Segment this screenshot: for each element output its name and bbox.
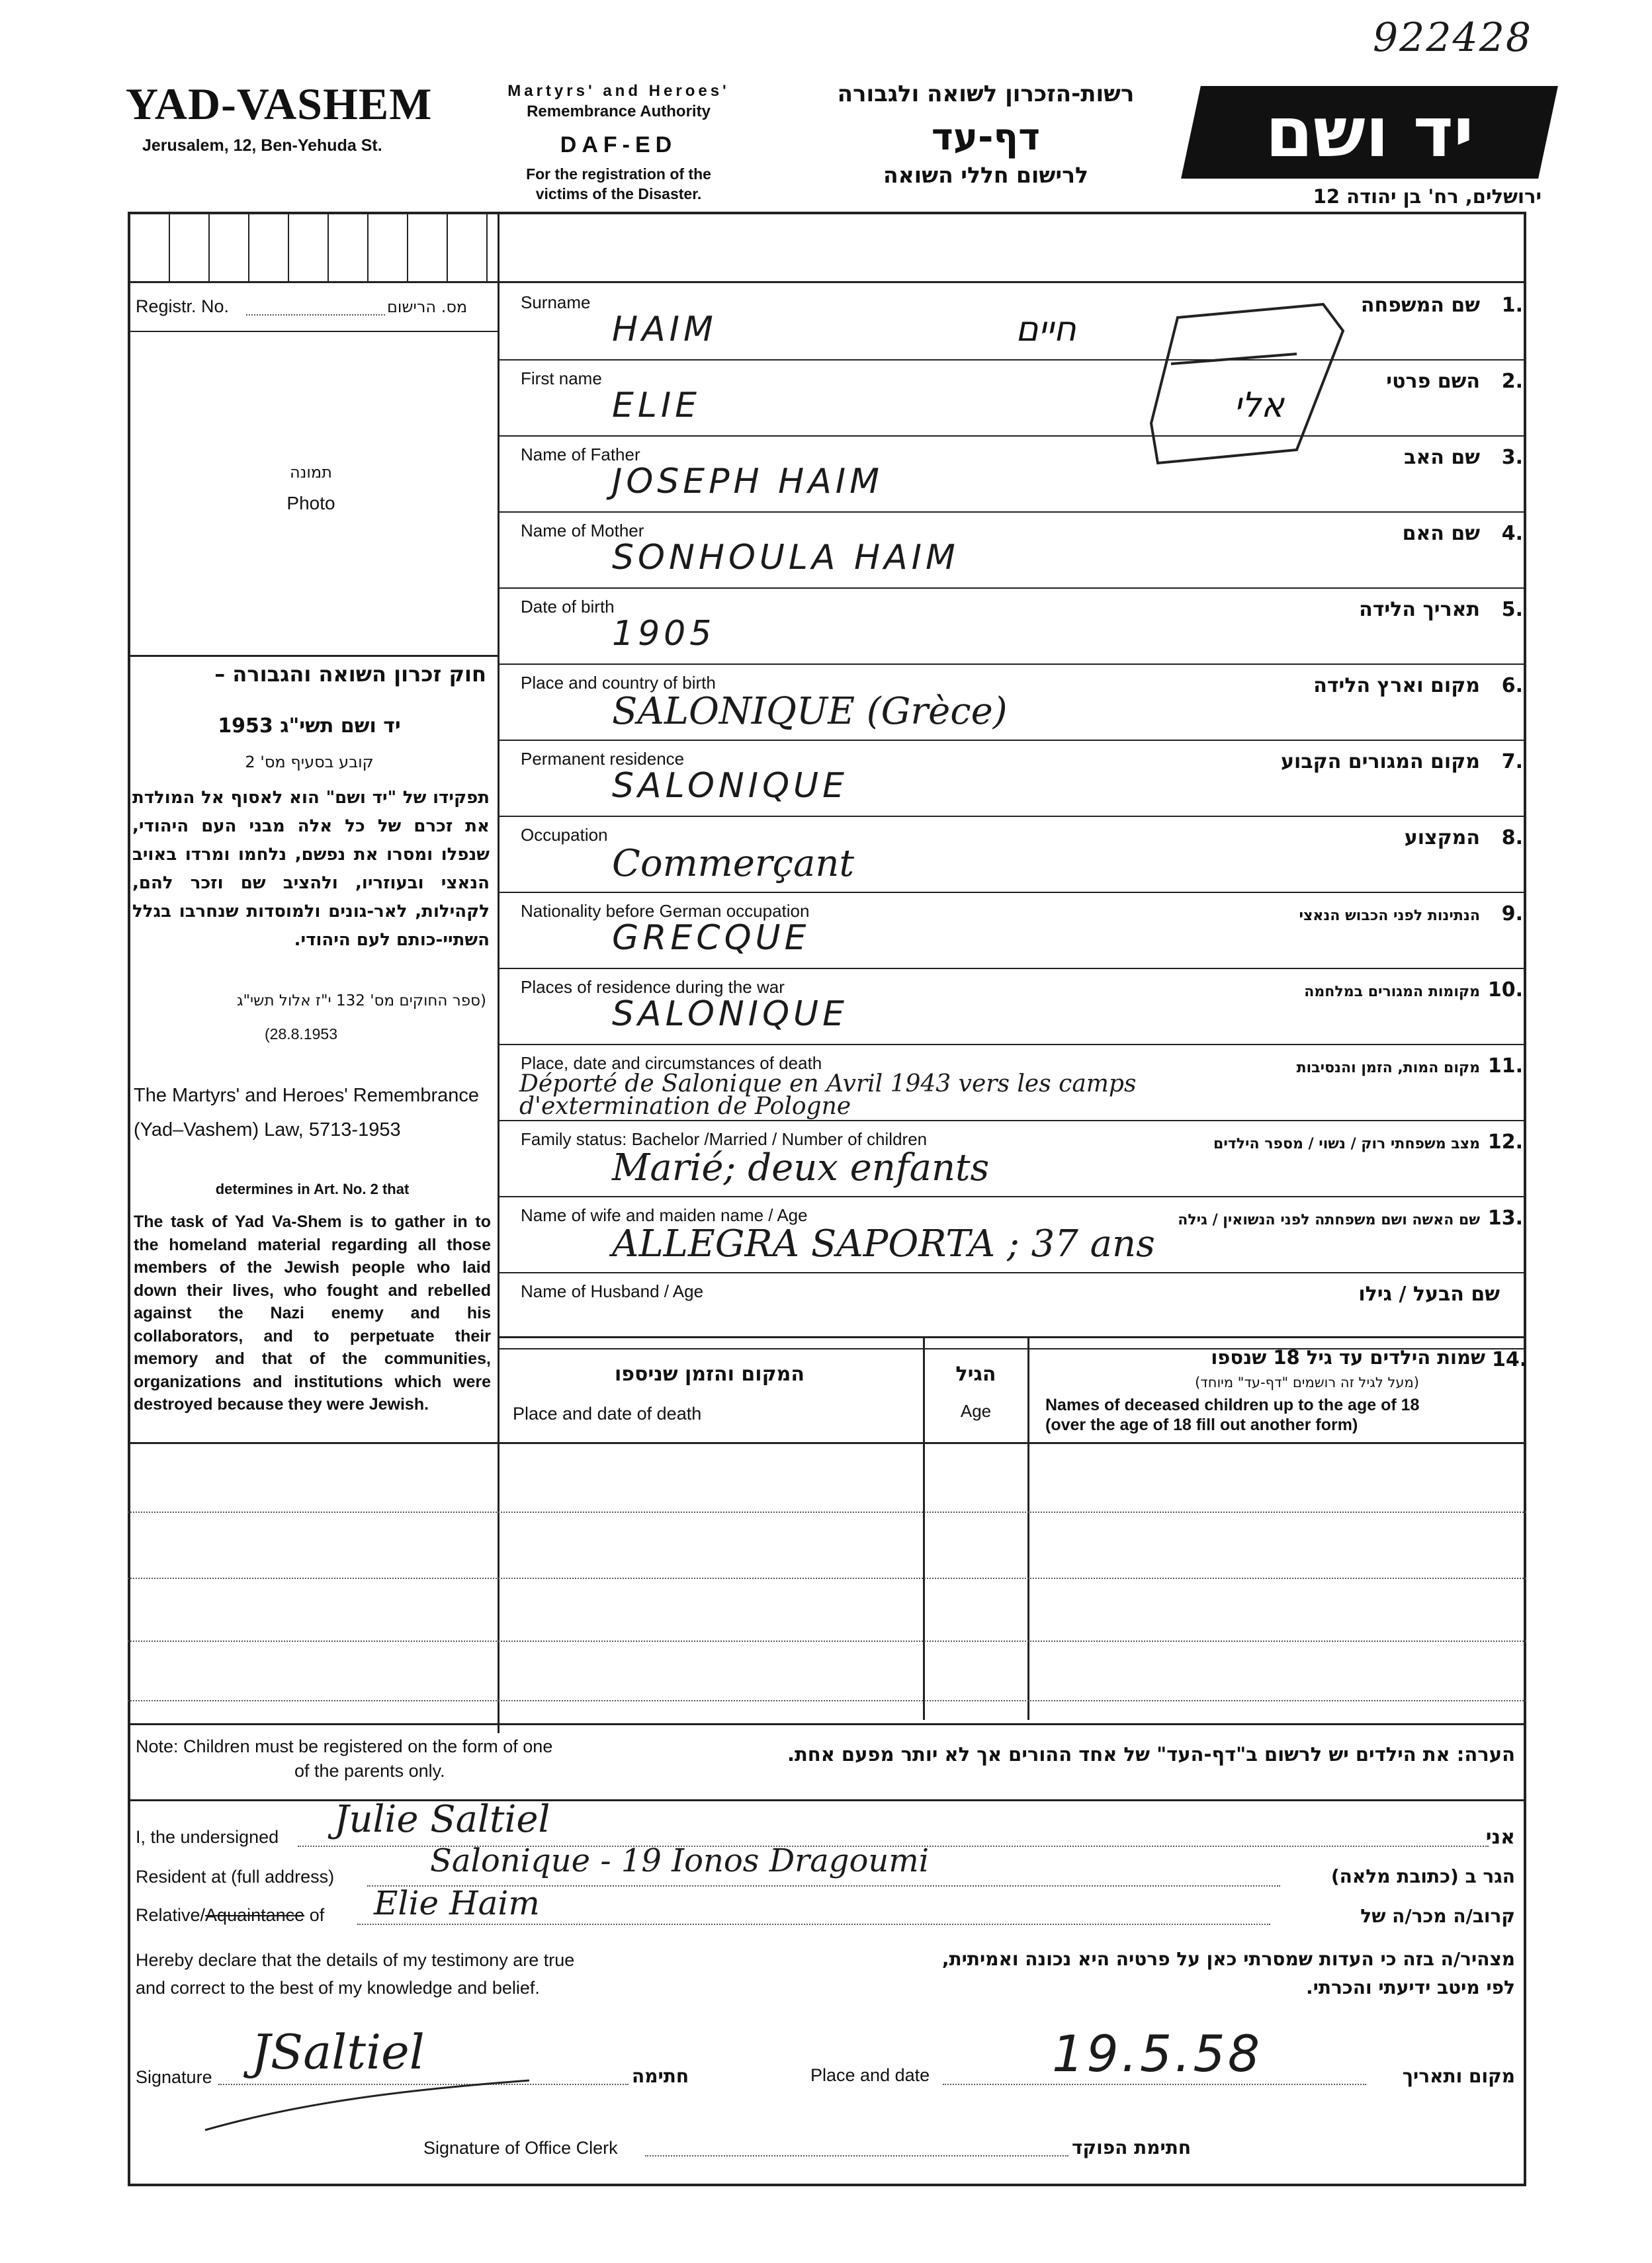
field-label-heb: המקצוע — [1404, 826, 1480, 849]
resident-label: Resident at (full address) — [136, 1867, 335, 1887]
photo-label: Photo — [286, 493, 335, 513]
field-number: 7. — [1501, 750, 1523, 773]
field-value[interactable]: ELIE — [612, 386, 701, 425]
law-en-determines: determines in Art. No. 2 that — [215, 1181, 410, 1197]
field-number: 4. — [1501, 522, 1523, 545]
flourish-stroke — [205, 2080, 529, 2130]
field-row — [500, 893, 1526, 969]
field-value-heb[interactable]: אלי — [1234, 386, 1284, 425]
field-label-en: Place, date and circumstances of death — [521, 1053, 822, 1073]
declare-heb-line2: לפי מיטב ידיעתי והכרתי. — [1306, 1977, 1515, 1998]
field-label-heb: שם המשפחה — [1360, 294, 1480, 317]
field-value[interactable]: ALLEGRA SAPORTA ; 37 ans — [612, 1222, 1155, 1265]
field-label-en: Name of Mother — [521, 521, 644, 540]
undersigned-value[interactable]: Julie Saltiel — [334, 1798, 550, 1841]
field-number: 13. — [1487, 1207, 1523, 1230]
declare-heb-line1: מצהיר/ה בזה כי העדות שמסרתי כאן על פרטיה היא נכונה ואמיתית, — [941, 1948, 1515, 1970]
field-number: 1. — [1501, 294, 1523, 317]
law-en-body: The task of Yad Va-Shem is to gather in to the homeland material regarding all those members of the Jewish people who laid down their lives, who fought and rebelled against the Nazi enemy and his collaborators, and to perpetuate their memory and that of the communities, organizations and institutions which were destroyed because they were Jewish. — [134, 1213, 491, 1414]
field-label-heb: שם האשה ושם משפחתה לפני הנשואין / גילה — [1178, 1212, 1480, 1228]
field-number: 5. — [1501, 598, 1523, 621]
acquaintance-text: Aquaintance — [205, 1905, 305, 1925]
place-date-value[interactable]: 19.5.58 — [1052, 2024, 1263, 2083]
heb-purpose: לרישום חללי השואה — [883, 162, 1088, 188]
authority-line1: Martyrs' and Heroes' — [507, 82, 730, 100]
place-date-label: Place and date — [810, 2065, 930, 2085]
field-value[interactable]: Marié; deux enfants — [612, 1146, 990, 1189]
field-value[interactable]: Déporté de Salonique en Avril 1943 vers les camps d'extermination de Pologne — [519, 1070, 1137, 1120]
field-value[interactable]: Commerçant — [612, 842, 854, 885]
daf-ed-title: DAF-ED — [560, 132, 677, 157]
purpose-line2: victims of the Disaster. — [535, 185, 702, 202]
signature-value[interactable]: JSaltiel — [251, 2024, 425, 2080]
field-value[interactable]: 1905 — [612, 614, 716, 654]
declare-en-line2: and correct to the best of my knowledge and belief. — [136, 1978, 540, 1998]
heb-address: ירושלים, רח' בן יהודה 12 — [1313, 185, 1542, 208]
field-row — [500, 817, 1526, 893]
field-value[interactable]: SALONIQUE (Grèce) — [612, 690, 1008, 733]
field-number: 2. — [1501, 370, 1523, 393]
org-title-latin: YAD-VASHEM — [126, 79, 433, 129]
field-value[interactable]: JOSEPH HAIM — [612, 462, 883, 501]
field-value-heb[interactable]: חיים — [1016, 310, 1076, 349]
field-label-heb: תאריך הלידה — [1359, 598, 1480, 621]
field-row — [500, 1197, 1526, 1273]
children-names-heb: שמות הילדים עד גיל 18 שנספו — [1211, 1346, 1485, 1369]
field-label-heb: שם האם — [1402, 522, 1480, 545]
org-address-latin: Jerusalem, 12, Ben-Yehuda St. — [142, 136, 382, 155]
relative-value[interactable]: Elie Haim — [374, 1884, 540, 1922]
registr-label: Registr. No. — [136, 296, 230, 316]
law-heb-body: תפקידו של "יד ושם" הוא לאסוף אל המולדת את זכרם של כל אלה מבני העם היהודי, שנפלו ומסרו את נפשם, נלחמו ומרדו באויב הנאצי ובעוזריו, ולהציב שם וזכר להם, לקהילות, לאר-גונים ולמוסדות שנחרבו בגלל השתיי-כותם לעם היהודי. — [132, 788, 490, 950]
hebrew-name-stamp — [1125, 291, 1389, 490]
field-label-heb: מקום המגורים הקבוע — [1281, 750, 1480, 773]
relative-label — [136, 1905, 324, 1926]
field-label-heb: מקום וארץ הלידה — [1313, 674, 1480, 697]
signature-flourish — [198, 2077, 543, 2137]
field-label-heb: הנתינות לפני הכבוש הנאצי — [1299, 908, 1480, 924]
children-names-en1: Names of deceased children up to the age of 18 — [1045, 1396, 1420, 1414]
resident-value[interactable]: Salonique - 19 Ionos Dragoumi — [430, 1842, 930, 1879]
field-row — [500, 513, 1526, 589]
yad-vashem-logo — [1181, 86, 1558, 179]
field-label-heb: מקום המות, הזמן והנסיבות — [1296, 1060, 1480, 1076]
field-number: 10. — [1487, 978, 1523, 1002]
field-label-en: Place and country of birth — [521, 673, 716, 693]
law-heb-date: (28.8.1953 — [265, 1025, 337, 1043]
field-number: 3. — [1501, 446, 1523, 469]
field-row — [500, 665, 1526, 741]
field-label-heb: שם הבעל / גילו — [1358, 1283, 1500, 1306]
field-value[interactable]: SALONIQUE — [612, 766, 848, 806]
field-label-en: Places of residence during the war — [521, 977, 785, 997]
field-label-en: Name of Husband / Age — [521, 1281, 704, 1301]
declare-en-line1: Hereby declare that the details of my testimony are true — [136, 1950, 575, 1970]
field-label-heb: מצב משפחתי רוק / נשוי / מספר הילדים — [1213, 1136, 1480, 1152]
field-label-heb: השם פרטי — [1386, 370, 1480, 393]
field-label-en: First name — [521, 368, 602, 388]
stamp-outline — [1151, 304, 1343, 463]
stamp-strike — [1171, 354, 1297, 364]
clerk-heb: חתימת הפוקד — [1072, 2137, 1192, 2158]
field-label-en: Name of Father — [521, 445, 640, 464]
note-en-line2: of the parents only. — [294, 1761, 445, 1781]
field-label-en: Surname — [521, 292, 591, 312]
children-place-heb: המקום והזמן שניספו — [614, 1363, 804, 1386]
children-place-en: Place and date of death — [513, 1404, 702, 1424]
field-row — [500, 589, 1526, 665]
purpose-line1: For the registration of the — [526, 165, 711, 183]
heb-daf-ed: דף-עד — [931, 116, 1041, 159]
photo-label-heb: תמונה — [290, 463, 332, 482]
field-label-en: Occupation — [521, 825, 608, 845]
undersigned-heb: אני — [1485, 1826, 1515, 1849]
children-header-bottom — [128, 1442, 1526, 1444]
relative-heb: קרוב/ה מכר/ה של — [1360, 1905, 1515, 1927]
relative-text: Relative/ — [136, 1905, 206, 1925]
field-row — [500, 1045, 1526, 1121]
field-row — [500, 741, 1526, 817]
signature-label: Signature — [136, 2067, 212, 2087]
field-value[interactable]: HAIM — [612, 310, 717, 349]
field-number: 12. — [1487, 1131, 1523, 1154]
field-label-heb: שם האב — [1404, 446, 1480, 469]
children-age-heb: הגיל — [955, 1363, 996, 1386]
note-en-line1: Note: Children must be registered on the form of one — [136, 1736, 553, 1756]
field-label-en: Nationality before German occupation — [521, 901, 810, 921]
field-value[interactable]: GRECQUE — [612, 918, 810, 958]
field-number: 6. — [1501, 674, 1523, 697]
children-num: 14. — [1492, 1348, 1528, 1371]
signature-heb: חתימה — [632, 2065, 689, 2087]
field-number: 8. — [1501, 826, 1523, 849]
relative-of-text: of — [309, 1905, 325, 1925]
law-heb-title: חוק זכרון השואה והגבורה – — [214, 662, 486, 687]
field-label-heb: מקומות המגורים במלחמה — [1304, 984, 1480, 1000]
field-label-en: Date of birth — [521, 597, 615, 617]
registr-label-heb: מס. הרישום — [387, 298, 468, 316]
resident-heb: הגר ב (כתובת מלאה) — [1330, 1865, 1515, 1887]
field-value[interactable]: SONHOULA HAIM — [612, 538, 959, 577]
note-heb: הערה: את הילדים יש לרשום ב"דף-העד" של אחד ההורים אך לא יותר מפעם אחת. — [787, 1743, 1515, 1766]
field-label-en: Family status: Bachelor /Married / Number of children — [521, 1129, 928, 1149]
field-label-en: Name of wife and maiden name / Age — [521, 1205, 808, 1225]
law-en-title: The Martyrs' and Heroes' Remembrance (Yad–Vashem) Law, 5713-1953 — [134, 1085, 479, 1140]
law-heb-source: (ספר החוקים מס' 132 י"ז אלול תשי"ג — [236, 992, 486, 1009]
law-heb-clause: קובע בסעיף מס' 2 — [245, 753, 374, 771]
children-age-en: Age — [960, 1401, 992, 1421]
place-date-heb: מקום ותאריך — [1402, 2065, 1515, 2087]
children-names-heb2: (מעל לגיל זה רושמים "דף-עד" מיוחד) — [1195, 1375, 1419, 1390]
logo-text: יד ושם — [1265, 92, 1474, 173]
field-number: 9. — [1501, 902, 1523, 925]
undersigned-label: I, the undersigned — [136, 1827, 279, 1847]
field-label-en: Permanent residence — [521, 749, 685, 769]
file-number: 922428 — [1373, 15, 1533, 61]
law-heb-name: יד ושם תשי"ג 1953 — [218, 714, 401, 738]
children-names-en2: (over the age of 18 fill out another form) — [1045, 1416, 1358, 1434]
field-value[interactable]: SALONIQUE — [612, 994, 848, 1034]
authority-line2: Remembrance Authority — [527, 103, 711, 120]
field-row — [500, 1121, 1526, 1197]
clerk-label: Signature of Office Clerk — [423, 2138, 618, 2158]
field-number: 11. — [1487, 1054, 1523, 1078]
heb-authority: רשות-הזכרון לשואה ולגבורה — [837, 81, 1135, 107]
field-row — [500, 969, 1526, 1045]
